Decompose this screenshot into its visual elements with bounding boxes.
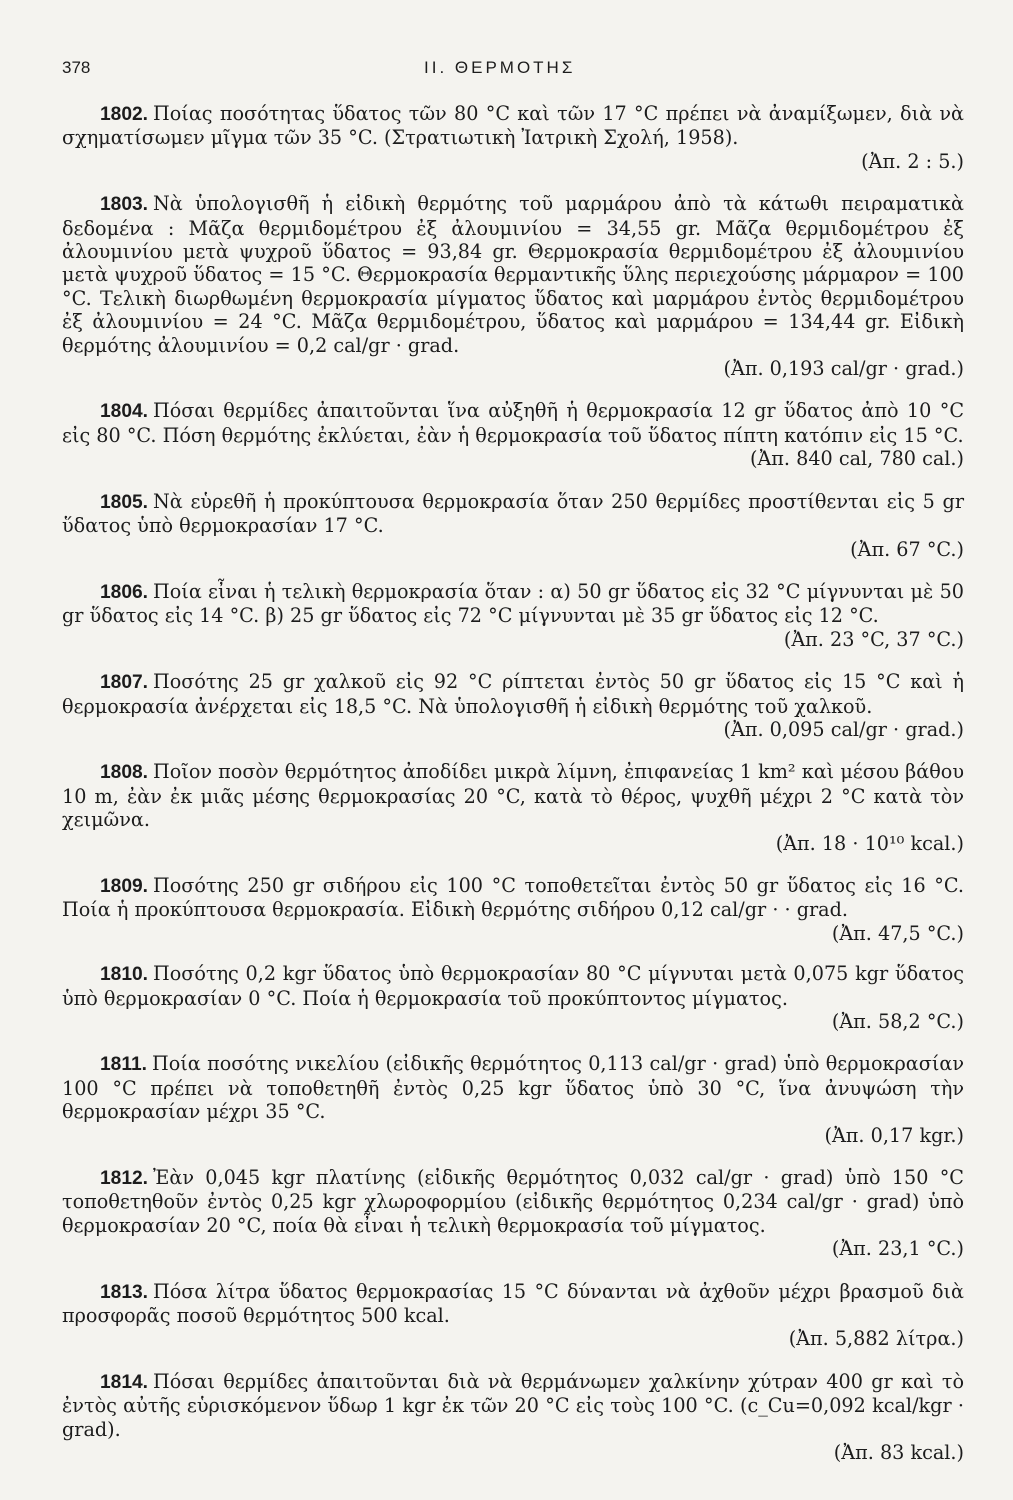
problem-answer: (Ἀπ. 23 °C, 37 °C.) — [783, 627, 964, 651]
problem-text: Ποῖον ποσὸν θερμότητος ἀποδίδει μικρὰ λίμνη, ἐπιφανείας 1 km² καὶ μέσου βάθου 10 m, ἐὰν ἐκ μιᾶς μέσης θερμοκρασίας 20 °C, κατὰ τὸ θέρος, ψυχθῆ μέχρι 2 °C κατὰ τὸν χειμῶνα. — [62, 760, 964, 832]
problem-list — [62, 102, 964, 1465]
problem-number: 1804. — [100, 401, 149, 423]
problem-text: Πόσαι θερμίδες ἀπαιτοῦνται ἵνα αὐξηθῆ ἡ θερμοκρασία 12 gr ὕδατος ἀπὸ 10 °C εἰς 80 °C. Πόση θερμότης ἐκλύεται, ἐὰν ἡ θερμοκρασία τοῦ ὕδατος πίπτη κατόπιν εἰς 15 °C. — [62, 399, 964, 447]
problem-text: Ποία εἶναι ἡ τελικὴ θερμοκρασία ὅταν : α) 50 gr ὕδατος εἰς 32 °C μίγνυνται μὲ 50 gr ὕδατος εἰς 14 °C. β) 25 gr ὕδατος εἰς 72 °C μίγνυνται μὲ 35 gr ὕδατος εἰς 12 °C. — [62, 579, 964, 628]
problem-1802 — [62, 102, 964, 173]
problem-answer: (Ἀπ. 0,193 cal/gr · grad.) — [723, 357, 964, 381]
problem-text: Νὰ ὑπολογισθῆ ἡ εἰδικὴ θερμότης τοῦ μαρμάρου ἀπὸ τὰ κάτωθι πειραματικὰ δεδομένα : Μᾶζα θερμιδομέτρου ἐξ ἀλουμινίου = 34,55 gr. Μᾶζα θερμιδομέτρου ἐξ ἀλουμινίου μετὰ ψυχροῦ ὕδατος = 93,84 gr. Θερμοκρασία θερμιδομέτρου ἐξ ἀλουμινίου μετὰ ψυχροῦ ὕδατος = 15 °C. Θερμοκρασία θερμαντικῆς ὕλης περιεχούσης μάρμαρον = 100 °C. Τελικὴ διωρθωμένη θερμοκρασία μίγματος ὕδατος καὶ μαρμάρου ἐντὸς θερμιδομέτρου ἐξ ἀλουμινίου = 24 °C. Μᾶζα θερμιδομέτρου, ὕδατος καὶ μαρμάρου = 134,44 gr. Εἰδικὴ θερμότης ἀλουμινίου = 0,2 cal/gr · grad. — [62, 192, 964, 357]
problem-answer: (Ἀπ. 83 kcal.) — [833, 1441, 964, 1465]
problem-answer: (Ἀπ. 47,5 °C.) — [831, 921, 964, 945]
problem-number: 1811. — [100, 1054, 147, 1076]
problem-answer: (Ἀπ. 67 °C.) — [850, 537, 964, 561]
problem-1805 — [62, 490, 964, 561]
problem-number: 1805. — [100, 491, 149, 513]
problem-text: Πόσα λίτρα ὕδατος θερμοκρασίας 15 °C δύνανται νὰ ἀχθοῦν μέχρι βρασμοῦ διὰ προσφορᾶς ποσοῦ θερμότητος 500 kcal. — [62, 1279, 964, 1328]
problem-number: 1814. — [100, 1371, 149, 1393]
problem-answer: (Ἀπ. 0,095 cal/gr · grad.) — [723, 717, 964, 741]
running-head: II. ΘΕΡΜΟΤΗΣ — [424, 58, 576, 77]
problem-answer: (Ἀπ. 58,2 °C.) — [831, 1010, 964, 1033]
problem-1814 — [62, 1370, 964, 1465]
problem-answer: (Ἀπ. 18 · 10¹⁰ kcal.) — [775, 831, 964, 855]
problem-answer: (Ἀπ. 840 cal, 780 cal.) — [749, 447, 964, 471]
page-header — [62, 52, 964, 82]
problem-text: Ποσότης 250 gr σιδήρου εἰς 100 °C τοποθετεῖται ἐντὸς 50 gr ὕδατος εἰς 16 °C. Ποία ἡ προκύπτουσα θερμοκρασία. Εἰδικὴ θερμότης σιδήρου 0,12 cal/gr · · grad. — [62, 873, 964, 922]
problem-number: 1802. — [100, 104, 149, 125]
problem-text: Ποσότης 0,2 kgr ὕδατος ὑπὸ θερμοκρασίαν 80 °C μίγνυται μετὰ 0,075 kgr ὕδατος ὑπὸ θερμοκρασίαν 0 °C. Ποία ἡ θερμοκρασία τοῦ προκύπτοντος μίγματος. — [62, 962, 964, 1010]
problem-1804 — [62, 399, 964, 470]
problem-1806 — [62, 580, 964, 651]
problem-number: 1813. — [100, 1281, 149, 1303]
problem-text: Ἐὰν 0,045 kgr πλατίνης (εἰδικῆς θερμότητος 0,032 cal/gr · grad) ὑπὸ 150 °C τοποθετηθοῦν ἐντὸς 0,25 kgr χλωροφορμίου (εἰδικῆς θερμότητος 0,234 cal/gr · grad) ὑπὸ θερμοκρασίαν 20 °C, ποία θὰ εἶναι ἡ τελικὴ θερμοκρασία τοῦ μίγματος. — [62, 1166, 964, 1237]
problem-number: 1808. — [100, 762, 149, 784]
page-number: 378 — [62, 58, 91, 77]
problem-number: 1809. — [100, 875, 149, 897]
problem-number: 1806. — [100, 581, 149, 603]
problem-number: 1810. — [100, 964, 149, 986]
problem-text: Νὰ εὑρεθῆ ἡ προκύπτουσα θερμοκρασία ὅταν 250 θερμίδες προστίθενται εἰς 5 gr ὕδατος ὑπὸ θερμοκρασίαν 17 °C. — [62, 489, 964, 538]
document-page — [62, 52, 964, 1484]
problem-1810 — [62, 962, 964, 1033]
problem-number: 1803. — [100, 194, 149, 216]
problem-1811 — [62, 1052, 964, 1147]
problem-1809 — [62, 874, 964, 945]
problem-1813 — [62, 1280, 964, 1351]
problem-answer: (Ἀπ. 5,882 λίτρα.) — [788, 1327, 964, 1351]
problem-text: Πόσαι θερμίδες ἀπαιτοῦνται διὰ νὰ θερμάνωμεν χαλκίνην χύτραν 400 gr καὶ τὸ ἐντὸς αὐτῆς εὑρισκόμενον ὕδωρ 1 kgr ἐκ τῶν 20 °C εἰς τοὺς 100 °C. (c_Cu=0,092 kcal/kgr · grad). — [62, 1369, 964, 1441]
problem-1807 — [62, 670, 964, 741]
problem-1812 — [62, 1166, 964, 1261]
problem-1803 — [62, 192, 964, 380]
problem-answer: (Ἀπ. 2 : 5.) — [861, 149, 964, 173]
problem-answer: (Ἀπ. 0,17 kgr.) — [824, 1123, 964, 1147]
problem-number: 1807. — [100, 672, 149, 694]
problem-text: Ποίας ποσότητας ὕδατος τῶν 80 °C καὶ τῶν 17 °C πρέπει νὰ ἀναμίξωμεν, διὰ νὰ σχηματίσωμεν μῖγμα τῶν 35 °C. (Στρατιωτικὴ Ἰατρικὴ Σχολή, 1958). — [62, 102, 964, 150]
problem-text: Ποία ποσότης νικελίου (εἰδικῆς θερμότητος 0,113 cal/gr · grad) ὑπὸ θερμοκρασίαν 100 °C πρέπει νὰ τοποθετηθῆ ἐντὸς 0,25 kgr ὕδατος ὑπὸ 30 °C, ἵνα ἀνυψώση τὴν θερμοκρασίαν μέχρι 35 °C. — [62, 1052, 964, 1124]
problem-number: 1812. — [100, 1168, 149, 1190]
problem-text: Ποσότης 25 gr χαλκοῦ εἰς 92 °C ρίπτεται ἐντὸς 50 gr ὕδατος εἰς 15 °C καὶ ἡ θερμοκρασία ἀνέρχεται εἰς 18,5 °C. Νὰ ὑπολογισθῆ ἡ εἰδικὴ θερμότης τοῦ χαλκοῦ. — [62, 670, 964, 718]
problem-1808 — [62, 760, 964, 855]
problem-answer: (Ἀπ. 23,1 °C.) — [831, 1237, 964, 1261]
